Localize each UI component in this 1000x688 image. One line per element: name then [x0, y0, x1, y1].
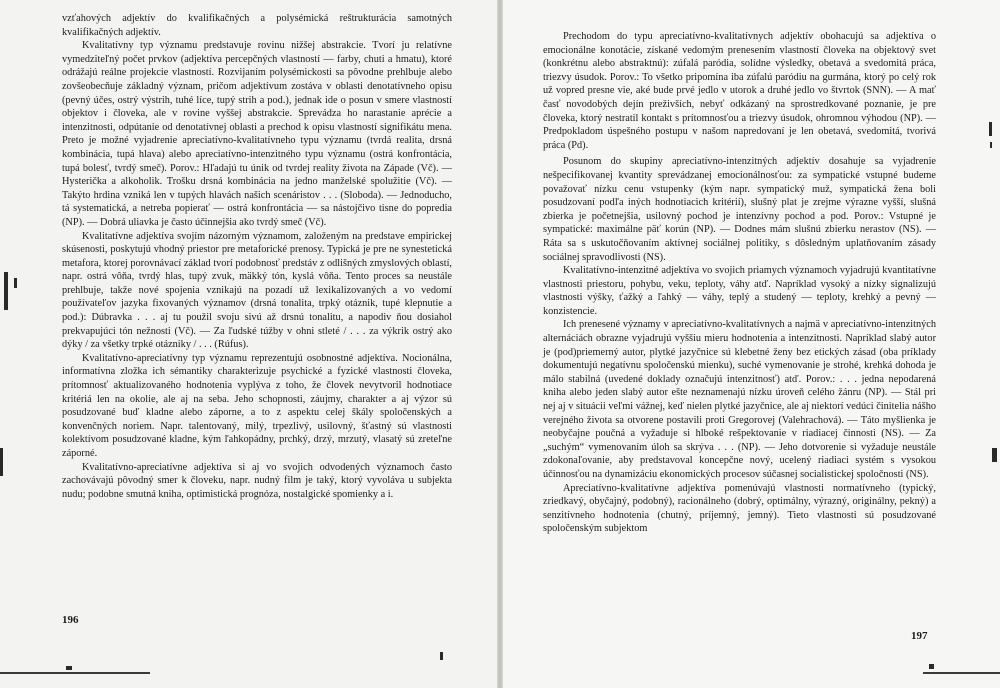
paragraph: Kvalitatívny typ významu predstavuje rovinu nižšej abstrakcie. Tvorí ju relatívne vymedziteľný počet prvkov (adjektíva percepčných vlastností — farby, chuti a hmatu), ktoré odrážajú reálne projekcie vlastností. Rozvijaním polysémickosti sa pôvodne prehlbuje alebo zovšeobecňuje základný význam, pričom adjektívum zostáva v oblasti denotatívneho opisu (pevný účes, ostrý výstrih, tuhé líce, tupý strih a pod.), jednak ide o posun v smere vlastností objektov i človeka, ale v rovine vyššej abstrakcie. Sprevádza ho narastanie aprécie a intenzitnosti, odpútanie od denotatívnej oblasti a prechod k opisu vlastností signifikátu mena. Preto je možné vyjadrenie apreciatívno-kvalitatívneho typu významu (tvrdá realita, drsná kombinácia, tupá hlava) alebo apreciatívno-intenzitného typu významu (ostrá konfrontácia, tupá bolesť, tvrdý smeč). Porov.: Hľadajú tu únik od tvrdej reality života na Západe (Vč). — Hysterička a alkoholik. Trošku drsná kombinácia na jedno manželské spolužitie (Vč). — Takýto hrdina vzniká len v tupých hlavách našich scenáristov . . . (Sloboda). — Jednoducho, tá systematická, a netreba popierať — ostrá konfrontácia — sa nástojčivo tisne do popredia (NP). — Dobrá uliavka je často účinnejšia ako tvrdý smeč (Vč).: [62, 40, 452, 228]
scan-mark: [0, 448, 3, 476]
scan-edge: [0, 672, 150, 674]
left-page-text: [62, 12, 452, 501]
paragraph: Kvalitatívno-intenzitné adjektíva vo svojich priamych významoch vyjadrujú kvantitatívne vlastnosti priestoru, pohybu, veku, teploty, váhy atď. Napríklad vysoký a nízky signalizujú vlastnosti výšky, ťažký a ľahký — váhy, teplý a studený — teploty, krehký a pevný — konzistencie.: [543, 265, 936, 317]
scan-edge: [923, 672, 1000, 674]
scan-mark: [4, 272, 8, 310]
scan-mark: [990, 142, 992, 148]
paragraph: Kvalitatívno-apreciatívne adjektíva si aj vo svojich odvodených významoch často zachovávajú pôvodný smer k človeku, napr. nudný film je taký, ktorý vyvoláva u subjekta nudu; podobne smutná kniha, optimistická prognóza, nostalgické spomienky a i.: [62, 461, 452, 500]
paragraph: Prechodom do typu apreciatívno-kvalitatívnych adjektív obohacujú sa adjektíva o emocionálne konotácie, získané vedomým prenesením vlastností človeka na objektový svet (konkrétnu alebo abstraktnú): zúfalá paródia, solídne výsledky, obetavá a svedomitá práca, triezvy úsudok. Porov.: To všetko pripomína iba zúfalú paródiu na gurmána, ktorý po celý rok už vopred presne vie, aké bude prvé jedlo v utorok a druhé jedlo vo štvrtok (SNN). — A mať časť novodobých dejín preživších, nebyť odkázaný na sprostredkované poznanie, je pre človeka, ktorý nestratil kontakt s prítomnosťou a triezvy úsudok, ohromnou výhodou (NP). — Predpokladom úspešného postupu v našom napredovaní je len obetavá, svedomitá, tvorivá práca (Pd).: [543, 31, 936, 151]
right-page: [503, 0, 1000, 688]
right-page-text: [543, 30, 936, 536]
left-page: [0, 0, 497, 688]
scan-mark: [929, 664, 934, 669]
paragraph: Apreciatívno-kvalitatívne adjektíva pomenúvajú vlastnosti normatívneho (typický, zriedkavý, obyčajný, podobný), racionálneho (dobrý, optimálny, výrazný, originálny, pekný) a senzitívneho hodnotenia (chutný, príjemný, jemný). Tieto vlastnosti sú posudzované spoločenským subjektom: [543, 482, 936, 535]
scan-mark: [14, 278, 17, 288]
paragraph: Ich prenesené významy v apreciatívno-kvalitatívnych a najmä v apreciatívno-intenzitných alternáciách obrazne vyjadrujú vyššiu mieru hodnotenia a intenzitnosti. Napríklad slabý autor je (pod)priemerný autor, plytké jazyčnice sú klebetné ženy bez etických zásad (oba príklady dokumentujú negatívnu spoločenskú mienku), suché vymenovanie je strohé, krehká dohoda je málo stabilná (uvedené doklady označujú intenzitnosť) atď. Porov.: . . . jedna nepodarená kniha alebo jeden slabý autor ešte neznamenajú nízku úroveň celého žánru (NP). — Stál pri nej aj v situácii veľmi vážnej, keď nielen plytké jazyčnice, ale aj niektorí vedúci činitelia nášho verejného života sa otvorene postavili proti Gregorovej (Valehrachová). — Táto myšlienka je neobyčajne poučná a vyžaduje si hlboké rešpektovanie v riadiacej činnosti (NS). — Za „suchým“ vymenovaním úloh sa skrýva . . . (NP). — Jeho dotvorenie si vyžaduje neustále zdokonaľovanie, aby predstavoval koncepčne nový, ucelený riadiaci systém s vysokou účinnosťou na dynamizáciu ekonomických procesov súčasnej socialistickej spoločnosti (NS).: [543, 319, 936, 480]
paragraph: Kvalitatívne adjektíva svojím názorným významom, založeným na predstave empirickej skúsenosti, poskytujú vhodný priestor pre metaforické prenosy. Typická je pre ne synestetická metafora, ktorej porovnávací základ tvorí podobnosť predstáv z odlišných zmyslových oblastí, napr. ostrá vôňa, tvrdý hlas, tupý zvuk, mäkký tón, kyslá vôňa. Tento proces sa neustále prehlbuje, takže nové spojenia vznikajú na pozadí už lexikalizovaných a vo vedomí používateľov jazyka fixovaných významov (drsná tonalita, trpký otáznik, tupé klepnutie a pod.): Dúbravka . . . aj tu použil svoju sivú až drsnú tonalitu, a napodiv ňou dosiahol prekvapujúci tón nežnosti (Vč). — Za ľudské túžby v ohni stleté / . . . za výkrik ostrý ako dýky / za všetky trpké otázniky / . . . (Rúfus).: [62, 230, 452, 351]
scan-mark: [989, 122, 992, 136]
page-number-left: 196: [62, 614, 79, 626]
page-number-right: 197: [911, 630, 928, 642]
paragraph: vzťahových adjektív do kvalifikačných a polysémická reštrukturácia samotných kvalifikačných adjektív.: [62, 13, 452, 38]
paragraph: Kvalitatívno-apreciatívny typ významu reprezentujú osobnostné adjektíva. Nocionálna, informatívna zložka ich sémantiky charakterizuje psychické a fyzické vlastnosti človeka, prítomnosť aktualizovaného hodnotenia vyplýva z toho, že človek nevytvoril hodnotiace kritériá len na okolie, ale aj na seba. Jeho schopnosti, záujmy, charakter a aj výzor sú posudzované buď kladne alebo záporne, a to z aspektu celej škály spoločenských a konvenčných noriem. Napr. talentovaný, milý, trpezlivý, usilovný, šťastný sú vlastnosti kolektívom posudzované kladne, kým ľahkopádny, prchký, drzý, mrzutý, vlasatý sú zreteľne záporné.: [62, 352, 452, 459]
paragraph: Posunom do skupiny apreciatívno-intenzitných adjektív dosahuje sa vyjadrenie nešpecifikovanej kvantity sprevádzanej emocionálnosťou: za sympatické vstupné budeme považovať nízku cenu vstupenky (kým napr. sympatický muž, sympatická žena boli posudzovaní podľa iných hodnotiacich kritérií), slušný plat je zrejme výrazne vyšší, slušná zbierka je početnejšia, usilovný pochod je intenzívny pochod a pod. Porov.: Vstupné je sympatické: maximálne päť korún (NP). — Dodnes mám slušnú zbierku nerastov (NS). — Ráta sa s uskutočňovaním aktívnej sociálnej politiky, s dôsledným uplatňovaním zásady sociálnej spravodlivosti (NS).: [543, 156, 936, 263]
scan-mark: [66, 666, 72, 670]
scan-mark: [440, 652, 443, 660]
scan-mark: [992, 448, 997, 462]
